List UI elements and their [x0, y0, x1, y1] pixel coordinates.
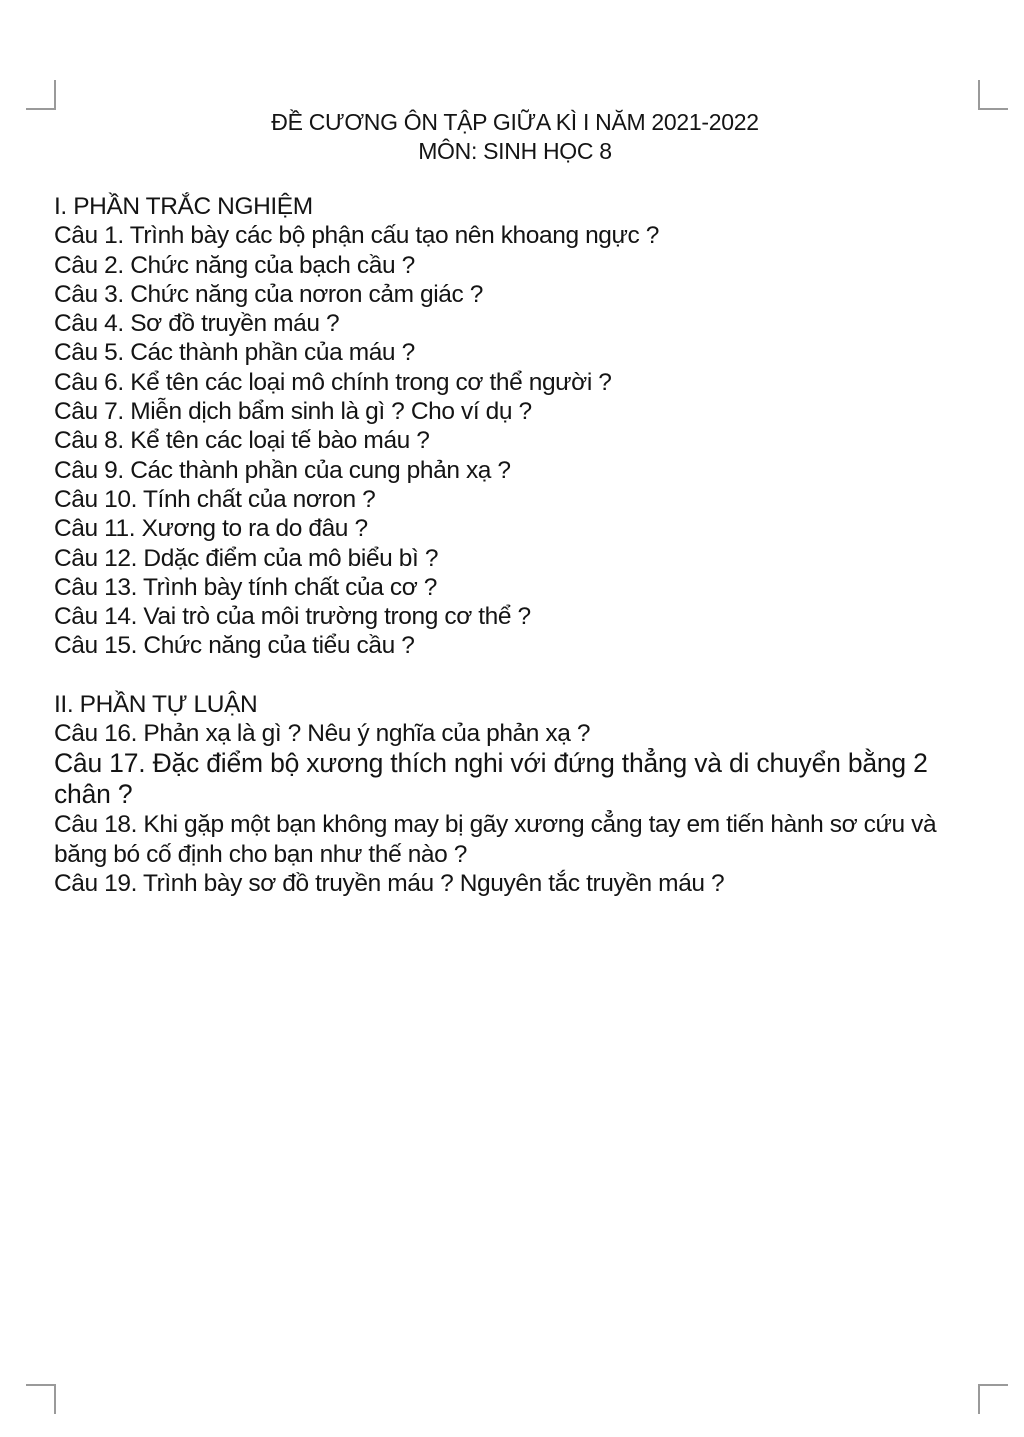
crop-mark-top-right [978, 80, 1008, 110]
section-heading-essay: II. PHẦN TỰ LUẬN [54, 690, 258, 718]
question-19: Câu 19. Trình bày sơ đồ truyền máu ? Nguyên tắc truyền máu ? [54, 869, 725, 897]
question-7: Câu 7. Miễn dịch bẩm sinh là gì ? Cho ví dụ ? [54, 398, 532, 426]
question-17: Câu 17. Đặc điểm bộ xương thích nghi với đứng thẳng và di chuyển bằng 2 chân ? [54, 748, 928, 810]
question-15: Câu 15. Chức năng của tiểu cầu ? [54, 632, 415, 660]
crop-mark-top-left [26, 80, 56, 110]
question-4: Câu 4. Sơ đồ truyền máu ? [54, 310, 340, 338]
question-18: Câu 18. Khi gặp một bạn không may bị gãy xương cẳng tay em tiến hành sơ cứu và băng bó cố định cho bạn như thế nào ? [54, 811, 937, 868]
question-16: Câu 16. Phản xạ là gì ? Nêu ý nghĩa của phản xạ ? [54, 720, 591, 748]
multiple-choice-question-list [54, 221, 984, 660]
question-6: Câu 6. Kể tên các loại mô chính trong cơ thể người ? [54, 368, 612, 396]
question-14: Câu 14. Vai trò của môi trường trong cơ thể ? [54, 603, 531, 631]
section-spacer [54, 661, 984, 690]
question-11: Câu 11. Xương to ra do đâu ? [54, 515, 368, 543]
document-body [54, 192, 984, 898]
section-heading-multiple-choice: I. PHẦN TRẮC NGHIỆM [54, 193, 313, 220]
question-9: Câu 9. Các thành phần của cung phản xạ ? [54, 456, 511, 484]
question-10: Câu 10. Tính chất của nơron ? [54, 485, 376, 513]
document-header [0, 108, 1024, 166]
question-8: Câu 8. Kể tên các loại tế bào máu ? [54, 427, 430, 455]
question-3: Câu 3. Chức năng của nơron cảm giác ? [54, 280, 483, 308]
question-2: Câu 2. Chức năng của bạch cầu ? [54, 251, 415, 279]
document-subject: MÔN: SINH HỌC 8 [418, 138, 612, 164]
crop-mark-bottom-left [26, 1384, 56, 1414]
question-12: Câu 12. Ddặc điểm của mô biểu bì ? [54, 544, 439, 572]
question-5: Câu 5. Các thành phần của máu ? [54, 339, 415, 367]
essay-question-list [54, 719, 984, 898]
crop-mark-bottom-right [978, 1384, 1008, 1414]
question-13: Câu 13. Trình bày tính chất của cơ ? [54, 573, 438, 601]
question-1: Câu 1. Trình bày các bộ phận cấu tạo nên khoang ngực ? [54, 222, 660, 250]
document-title: ĐỀ CƯƠNG ÔN TẬP GIỮA KÌ I NĂM 2021-2022 [271, 109, 759, 135]
